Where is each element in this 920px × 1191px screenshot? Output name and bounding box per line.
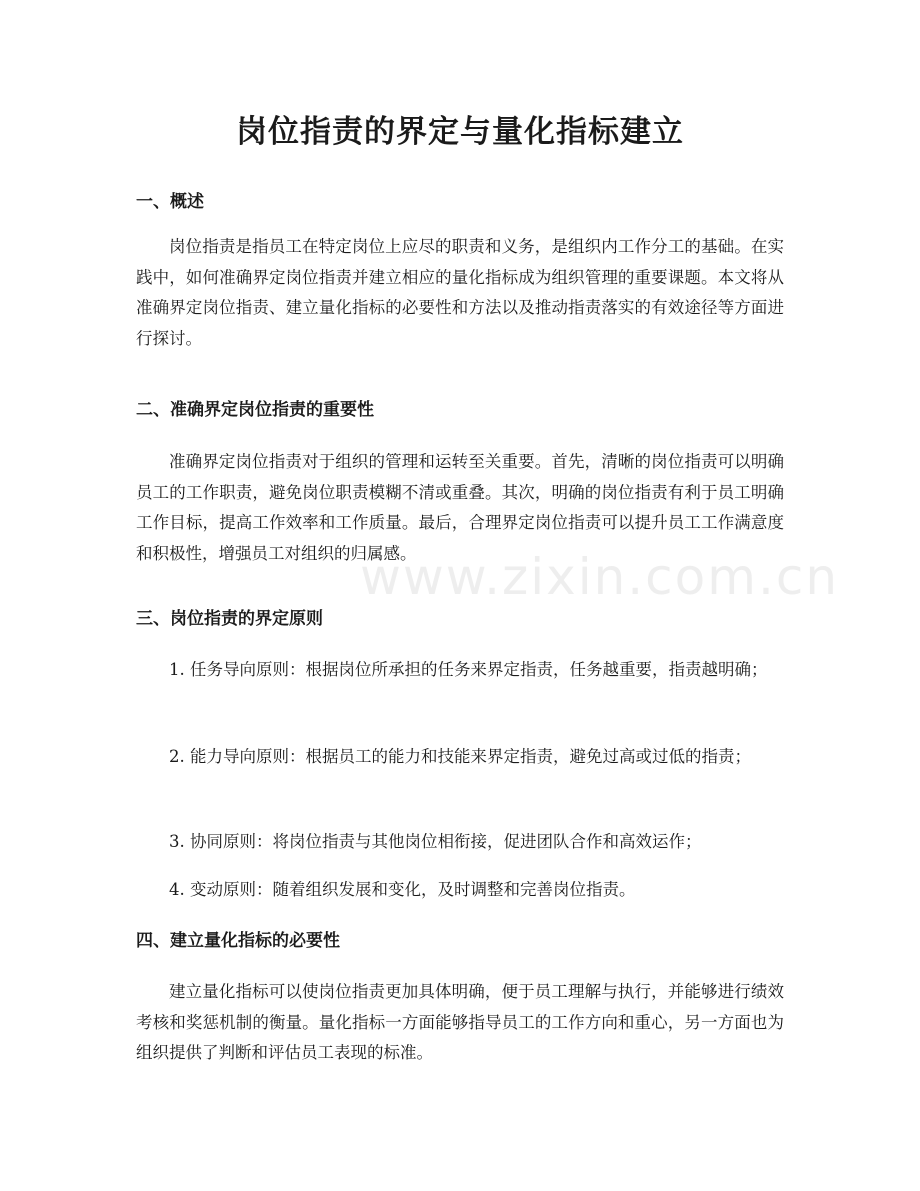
principle-item-2: 2. 能力导向原则：根据员工的能力和技能来界定指责，避免过高或过低的指责； — [169, 747, 751, 766]
watermark: www.zixin.com.cn — [360, 548, 840, 606]
section-paragraph-necessity: 建立量化指标可以使岗位指责更加具体明确，便于员工理解与执行，并能够进行绩效考核和奖惩机制的衡量。量化指标一方面能够指导员工的工作方向和重心，另一方面也为组织提供了判断和评估员工表现的标准。 — [136, 982, 784, 1062]
section-paragraph-overview: 岗位指责是指员工在特定岗位上应尽的职责和义务，是组织内工作分工的基础。在实践中，如何准确界定岗位指责并建立相应的量化指标成为组织管理的重要课题。本文将从准确界定岗位指责、建立量化指标的必要性和方法以及推动指责落实的有效途径等方面进行探讨。 — [136, 237, 784, 348]
principle-item-1: 1. 任务导向原则：根据岗位所承担的任务来界定指责，任务越重要，指责越明确； — [169, 660, 768, 679]
section-paragraph-importance: 准确界定岗位指责对于组织的管理和运转至关重要。首先，清晰的岗位指责可以明确员工的工作职责，避免岗位职责模糊不清或重叠。其次，明确的岗位指责有利于员工明确工作目标，提高工作效率和工作质量。最后，合理界定岗位指责可以提升员工工作满意度和积极性，增强员工对组织的归属感。 — [136, 452, 784, 563]
principle-item-3: 3. 协同原则：将岗位指责与其他岗位相衔接，促进团队合作和高效运作； — [169, 832, 702, 851]
document-title: 岗位指责的界定与量化指标建立 — [236, 114, 684, 150]
section-heading-principles: 三、岗位指责的界定原则 — [136, 609, 323, 629]
principle-item-4: 4. 变动原则：随着组织发展和变化，及时调整和完善岗位指责。 — [169, 880, 636, 899]
section-heading-necessity: 四、建立量化指标的必要性 — [136, 931, 340, 951]
section-heading-importance: 二、准确界定岗位指责的重要性 — [136, 400, 374, 420]
section-heading-overview: 一、概述 — [136, 192, 204, 212]
